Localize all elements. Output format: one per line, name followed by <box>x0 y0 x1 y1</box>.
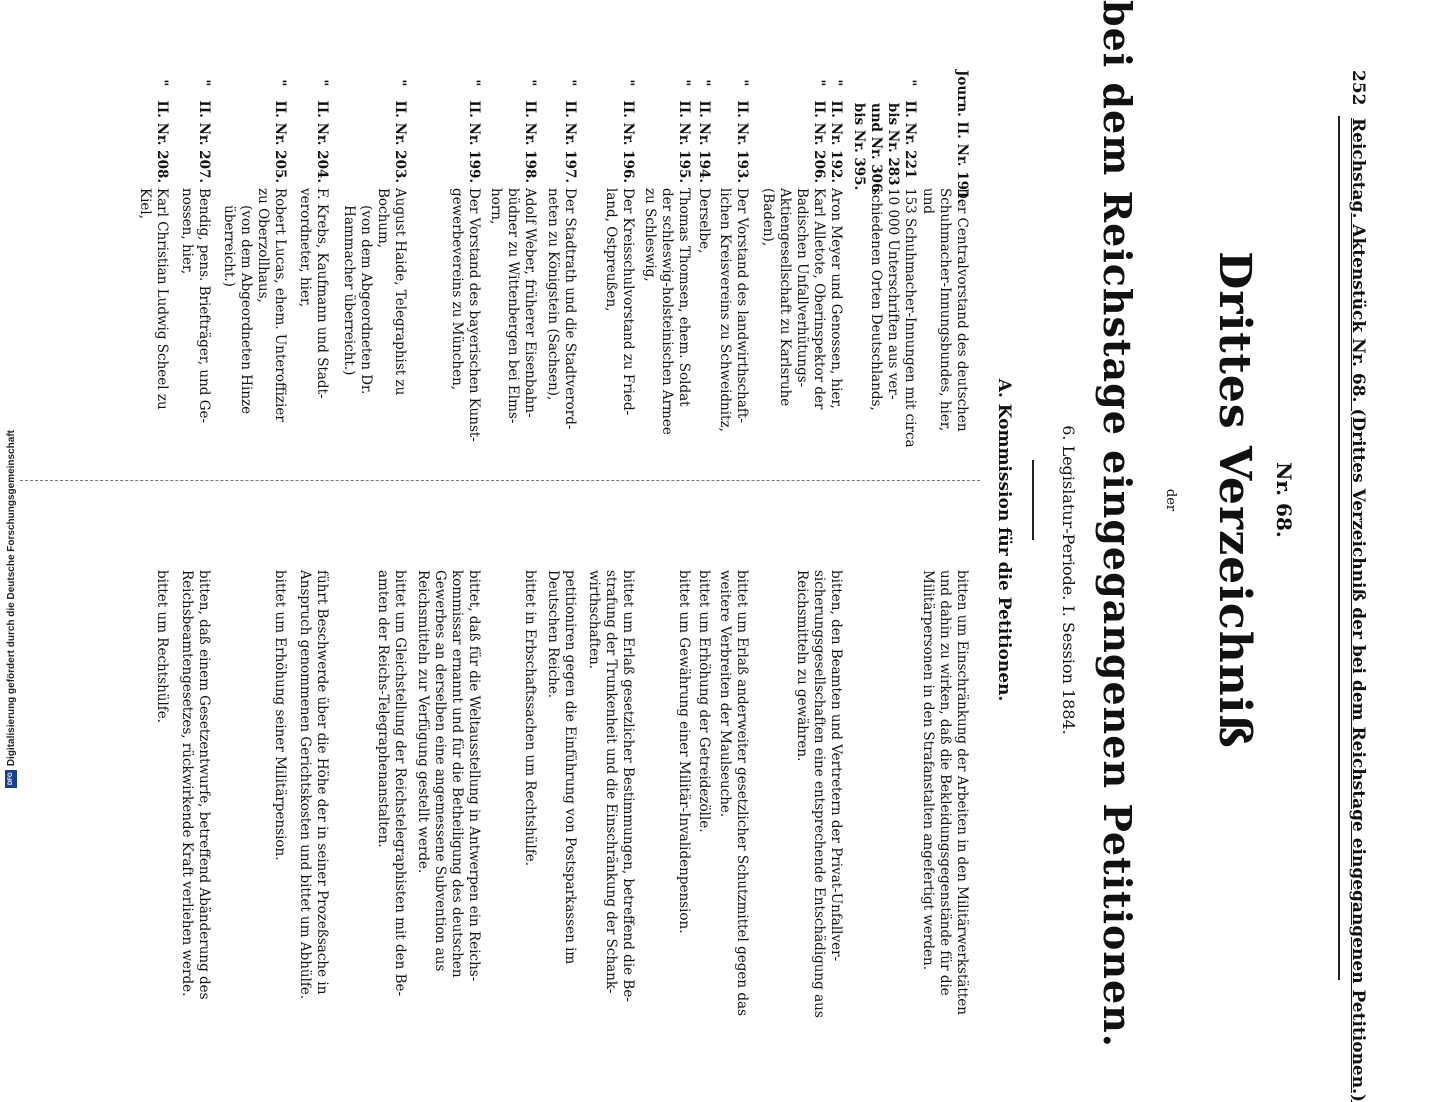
petitioner: Derselbe, <box>696 188 712 254</box>
petition-request: bittet um Rechtshülfe. <box>154 570 170 724</box>
session-line: 6. Legislatur-Periode. I. Session 1884. <box>1059 425 1078 735</box>
dfg-logo-icon: DFG <box>5 770 17 788</box>
page-title: Drittes Verzeichniß <box>1209 251 1260 749</box>
petition-request: bittet in Erbschaftssachen um Rechtshülfe. <box>522 570 538 867</box>
petitioner: Bendig, pens. Briefträger, und Ge- nossen, hier, <box>179 188 212 424</box>
journal-reference: Journ. II. Nr. 191. <box>954 70 970 205</box>
petitioner: Der Vorstand des bayerischen Kunst- gewerbevereins zu München, <box>449 188 482 442</box>
petition-request: bittet um Gewährung einer Militär-Invalidenpension. <box>676 570 692 934</box>
journal-reference: " II. Nr. 198. <box>522 70 538 184</box>
petition-request: bittet um Gleichstellung der Reichstelegraphisten mit den Be- amten der Reichs-Telegraphenanstalten. <box>375 570 408 997</box>
petitioner: Der Vorstand des landwirthschaft- lichen Kreisvereins zu Schweidnitz, <box>717 188 750 432</box>
petition-request: bittet um Erlaß gesetzlicher Bestimmungen, betreffend die Be- strafung der Trunkenheit und die Einschränkung der Schank- wirthschaften. <box>586 570 636 1002</box>
running-head-rule <box>1338 116 1340 980</box>
petition-request: bittet um Erhöhung der Getreidezölle. <box>696 570 712 833</box>
journal-reference: " II. Nr. 205. <box>272 70 288 184</box>
journal-reference: " II. Nr. 193. <box>734 70 750 184</box>
petitioner: Aron Meyer und Genossen, hier, Karl Alletote, Oberinspektor der Badischen Unfallverhütungs- Aktiengesellschaft zu Karlsruhe (Baden), <box>760 188 844 410</box>
running-head <box>1344 70 1368 1102</box>
petitioner: Robert Lucas, ehem. Unteroffizier zu Oberzollhaus, (von dem Abgeordneten Hinze überreicht.) <box>221 188 288 422</box>
section-heading: A. Kommission für die Petitionen. <box>994 378 1014 702</box>
journal-reference: " II. Nr. 194. <box>696 70 712 184</box>
petitioner: August Haide, Telegraphist zu Bochum, (von dem Abgeordneten Dr. Hammacher überreicht.) <box>341 188 408 396</box>
petitioner: 153 Schuhmacher-Innungen mit circa 10 000 Unterschriften aus ver- schiedenen Orten Deutschlands, <box>868 188 918 448</box>
journal-reference: " II. Nr. 203. <box>392 70 408 184</box>
title-connector: der <box>1163 488 1178 512</box>
petitioner: Adolf Weber, früherer Eisenbahn- büdner zu Wittenbergen bei Elms- horn, <box>488 188 538 424</box>
credit-text: Digitalisierung gefördert durch die Deutsche Forschungsgemeinschaft <box>5 430 17 767</box>
petitioner: Der Stadtrath und die Stadtverord- neten zu Königstein (Sachsen), <box>545 188 578 430</box>
digitization-credit <box>4 430 18 1000</box>
journal-reference: " II. Nr. 197. <box>562 70 578 184</box>
petition-request: bittet, daß für die Weltausstellung in Antwerpen ein Reichs- kommissar ernannt und für die Betheiligung des deutschen Gewerbes an derselben eine angemessene Subvention aus Reichsmitteln zur Verfügung gestellt werde. <box>415 570 482 982</box>
petition-request: bitten um Einschränkung der Arbeiten in den Militärwerkstätten und dahin zu wirken, daß die Bekleidungsgegenstände für die Militärpersonen in den Strafanstalten angefertigt werden. <box>920 570 970 1015</box>
page-number: 252 <box>1348 70 1368 106</box>
journal-reference: " II. Nr. 192. " II. Nr. 206. <box>811 79 844 184</box>
petition-request: bittet um Erlaß anderweiter gesetzlicher Schutzmittel gegen das weitere Verbreiten der Maulseuche. <box>717 570 750 1017</box>
petition-request: bitten, daß einem Gesetzentwurfe, betreffend Abänderung des Reichsbeamtengesetzes, rückwirkende Kraft verliehen werde. <box>179 570 212 1000</box>
journal-reference: " II. Nr. 204. <box>314 70 330 184</box>
petition-request: petitioniren gegen die Einführung von Postsparkassen im Deutschen Reiche. <box>545 570 578 965</box>
petitioner: Thomas Thomsen, ehem. Soldat der schleswig-holsteinischen Armee zu Schleswig, <box>642 188 692 435</box>
journal-reference: " II. Nr. 207. <box>196 70 212 184</box>
petitioner: Der Kreisschulvorstand zu Fried- land, Ostpreußen, <box>603 188 636 416</box>
running-head-text: Reichstag. Aktenstück Nr. 68. (Drittes Verzeichniß der bei dem Reichstage eingegangenen Petitionen.) <box>1348 118 1368 1102</box>
petition-request: bittet um Erhöhung seiner Militärpension. <box>272 570 288 861</box>
journal-reference: " II. Nr. 196. <box>620 70 636 184</box>
petitioner: F. Krebs, Kaufmann und Stadt- verordneter, hier, <box>297 188 330 399</box>
journal-reference: " II. Nr. 195. <box>676 70 692 184</box>
journal-reference: " II. Nr. 221 bis Nr. 283 und Nr. 306 bis Nr. 395. <box>851 79 918 193</box>
petition-request: bitten, den Beamten und Vertretern der Privat-Unfallver- sicherungsgesellschaften eine entsprechende Entschädigung aus Reichsmitteln zu gewähren. <box>794 570 844 1018</box>
petition-request: führt Beschwerde über die Höhe der in seiner Prozeßsache in Anspruch genommenen Gerichtskosten und bittet um Abhülfe. <box>297 570 330 1000</box>
page-subtitle: bei dem Reichstage eingegangenen Petitionen. <box>1095 0 1140 1049</box>
separator-rule <box>1032 460 1034 540</box>
petitioner: Der Centralvorstand des deutschen Schuhmacher-Innungsbundes, hier, und <box>920 188 970 432</box>
journal-reference: " II. Nr. 199. <box>466 70 482 184</box>
petitioner: Karl Christian Ludwig Scheel zu Kiel, <box>137 188 170 410</box>
document-number: Nr. 68. <box>1272 462 1296 538</box>
journal-reference: " II. Nr. 208. <box>154 70 170 184</box>
